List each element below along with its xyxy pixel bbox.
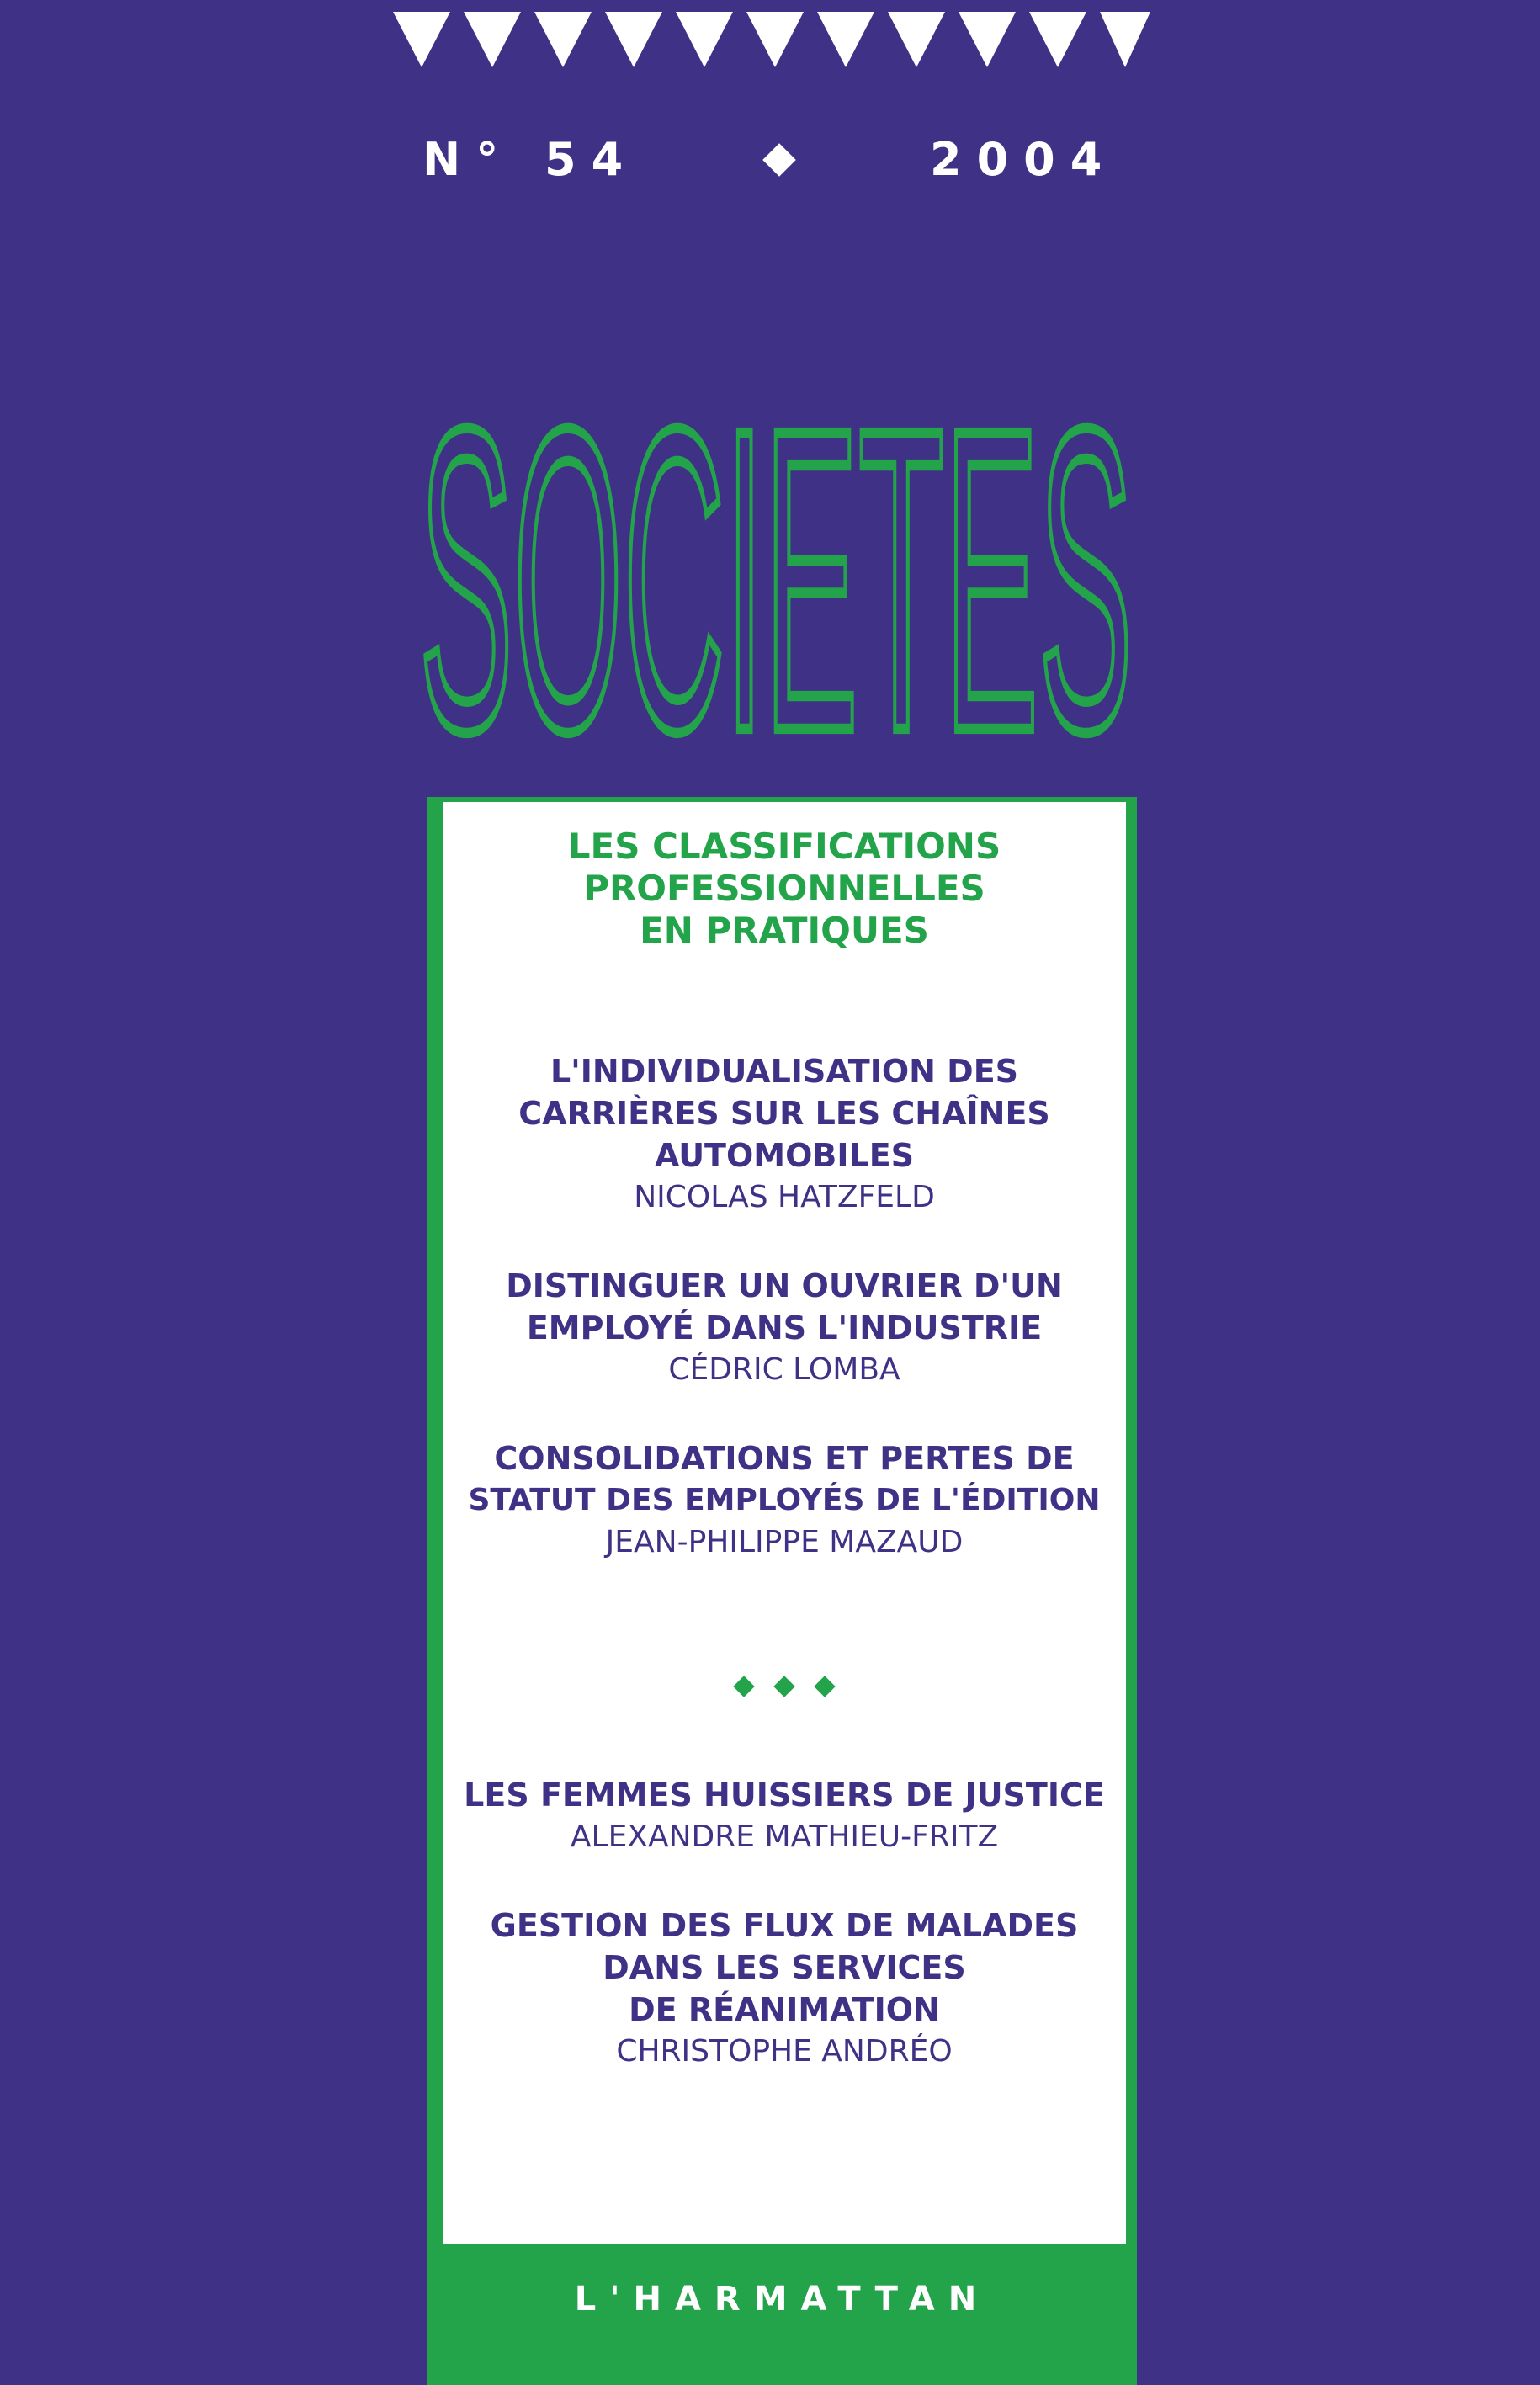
article-title-line: DANS LES SERVICES <box>603 1949 966 1986</box>
article-title-line: DE RÉANIMATION <box>629 1991 940 2028</box>
diamond-icon <box>814 1676 835 1697</box>
article-title-line: AUTOMOBILES <box>654 1137 915 1174</box>
issue-theme <box>443 826 1126 952</box>
theme-line: PROFESSIONNELLES <box>583 868 985 909</box>
diamond-icon <box>733 1676 754 1697</box>
article-author: JEAN-PHILIPPE MAZAUD <box>605 1525 964 1559</box>
journal-title-line1: SOCIETES <box>418 339 1133 791</box>
contents-panel <box>427 797 1137 2385</box>
issue-year: 2004 <box>930 133 1118 186</box>
issue-number: N° 54 <box>422 133 639 186</box>
article-entry <box>443 1265 1126 1391</box>
article-title-line: CARRIÈRES SUR LES CHAÎNES <box>518 1095 1050 1132</box>
diamond-icon <box>773 1676 794 1697</box>
publisher-name: L'HARMATTAN <box>574 2280 990 2319</box>
article-title-line: L'INDIVIDUALISATION DES <box>550 1053 1019 1090</box>
article-title-line: DISTINGUER UN OUVRIER D'UN <box>506 1267 1063 1304</box>
theme-line: EN PRATIQUES <box>640 910 929 951</box>
article-title-line: STATUT DES EMPLOYÉS DE L'ÉDITION <box>468 1483 1101 1517</box>
article-title-line: CONSOLIDATIONS ET PERTES DE <box>494 1440 1075 1477</box>
article-entry <box>443 1774 1126 1858</box>
article-title-line: EMPLOYÉ DANS L'INDUSTRIE <box>526 1309 1043 1347</box>
article-entry <box>443 1050 1126 1219</box>
article-title-line: LES FEMMES HUISSIERS DE JUSTICE <box>464 1777 1105 1814</box>
contents-inner <box>443 802 1126 2244</box>
theme-line: LES CLASSIFICATIONS <box>567 826 1001 867</box>
separator-dots <box>443 1679 1126 1704</box>
journal-title <box>0 0 1540 791</box>
article-author: CÉDRIC LOMBA <box>668 1352 900 1387</box>
article-title-line: GESTION DES FLUX DE MALADES <box>490 1907 1079 1944</box>
article-entry <box>443 1904 1126 2073</box>
article-author: CHRISTOPHE ANDRÉO <box>616 2034 953 2069</box>
article-entry <box>443 1437 1126 1564</box>
article-author: NICOLAS HATZFELD <box>634 1180 935 1214</box>
article-author: ALEXANDRE MATHIEU-FRITZ <box>570 1819 999 1854</box>
